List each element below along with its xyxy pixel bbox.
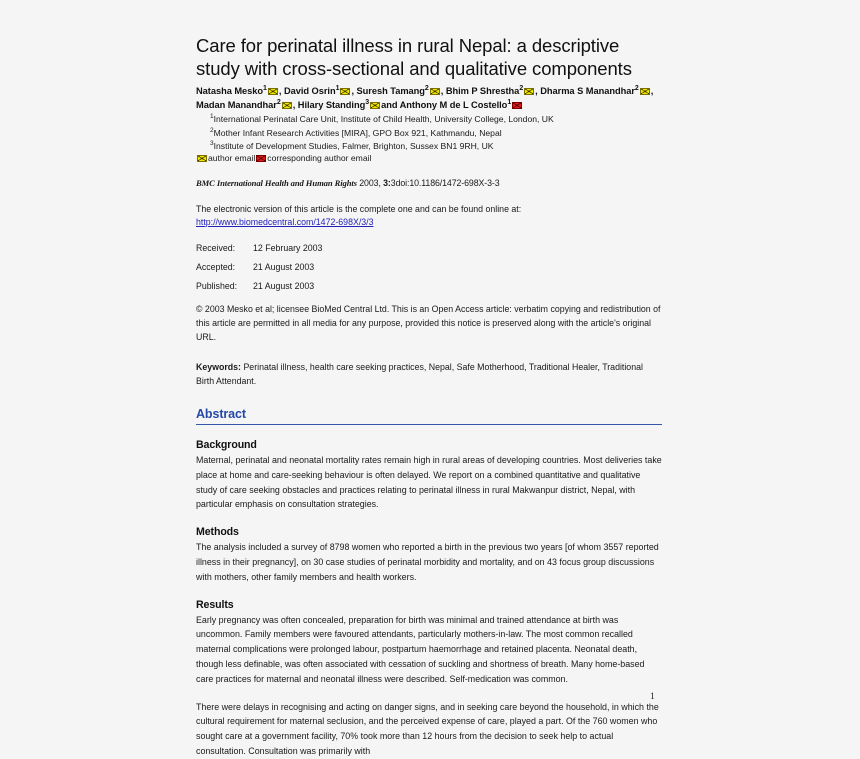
copyright-notice: © 2003 Mesko et al; licensee BioMed Central Ltd. This is an Open Access article: verbatim copying and redistribution of this article are permitted in all media for any purpose, provided this notice is preserved along with the article's original URL. [196, 304, 661, 342]
keywords-block [196, 361, 662, 388]
section-paragraph: There were delays in recognising and acting on danger signs, and in seeking care beyond the household, in which the cultural requirement for maternal seclusion, and the perceived expense of care, played a part. Of the 760 women who sought care at a government facility, 70% took more than 12 hours from the decision to seek help to actual consultation. Consultation was primarily with [196, 701, 659, 756]
online-note-text: The electronic version of this article is the complete one and can be found online at: [196, 203, 522, 214]
section-heading: Background [196, 439, 257, 452]
author-affiliation-ref-3: 2 [424, 84, 429, 92]
date-label: Received: [196, 243, 236, 254]
journal-name: BMC International Health and Human Rights [196, 177, 357, 188]
affiliation-1 [196, 112, 662, 125]
publication-dates [196, 243, 662, 291]
author-affiliation-ref-6: 2 [276, 98, 281, 106]
affiliation-3 [196, 139, 662, 152]
citation-issue: 3 [390, 177, 396, 188]
citation-volume: 3: [383, 177, 391, 188]
date-value: 12 February 2003 [253, 243, 323, 254]
keywords-label: Keywords: [196, 361, 241, 372]
date-value: 21 August 2003 [253, 262, 315, 273]
author-affiliation-ref-7: 3 [365, 98, 370, 106]
affiliation-text: International Perinatal Care Unit, Institute of Child Health, University College, London, UK [213, 114, 554, 125]
article-content [196, 34, 662, 759]
author-affiliation-ref-2: 1 [335, 84, 340, 92]
page-title: Care for perinatal illness in rural Nepal: a descriptive study with cross-sectional and qualitative components [196, 35, 632, 80]
article-url-link[interactable]: http://www.biomedcentral.com/1472-698X/3/3 [196, 217, 374, 228]
abstract-section-background [196, 439, 662, 512]
corresponding-email-envelope-icon[interactable] [512, 102, 522, 109]
author-name-6: , Madan Manandhar [196, 85, 654, 110]
section-paragraph: Early pregnancy was often concealed, preparation for birth was minimal and trained attendance at birth was uncommon. Family members were favoured attendants, particularly mothers-in-law. The most common recalled maternal complications were prolonged labour, postpartum haemorrhage and retained placenta. Neonatal death, though less definable, was often associated with cessation of suckling and shortness of breath. Many home-based care practices for maternal and neonatal illness were described. Self-medication was common. [196, 614, 645, 684]
date-row-accepted [196, 262, 662, 272]
author-name-7: , Hilary Standing [292, 99, 366, 110]
email-legend-corresponding: corresponding author email [267, 152, 372, 163]
online-version-note [196, 203, 662, 229]
email-legend [196, 152, 662, 164]
author-list [196, 84, 662, 112]
email-envelope-icon[interactable] [268, 88, 278, 95]
date-label: Accepted: [196, 262, 236, 273]
affiliation-marker: 1 [210, 113, 214, 121]
email-envelope-icon[interactable] [340, 88, 350, 95]
date-row-published [196, 281, 662, 291]
affiliation-text: Institute of Development Studies, Falmer, Brighton, Sussex BN1 9RH, UK [213, 140, 494, 151]
email-envelope-icon[interactable] [640, 88, 650, 95]
section-paragraph: The analysis included a survey of 8798 women who reported a birth in the previous two years [of whom 3557 reported illness in their pregnancy], on 30 case studies of perinatal morbidity and mortality, and on 43 focus group discussions with mothers, other family members and health workers. [196, 542, 659, 582]
citation-year: 2003 [359, 177, 379, 188]
journal-citation: BMC International Health and Human Rights 2003, 3:3doi:10.1186/1472-698X-3-3 [196, 177, 500, 188]
date-row-received [196, 243, 662, 253]
email-legend-author: author email [208, 152, 256, 163]
email-envelope-icon[interactable] [370, 102, 380, 109]
citation-doi: doi:10.1186/1472-698X-3-3 [395, 177, 500, 188]
author-name-5: , Dharma S Manandhar [535, 85, 635, 96]
author-name-4: , Bhim P Shrestha [440, 85, 520, 96]
email-envelope-icon[interactable] [282, 102, 292, 109]
date-label: Published: [196, 281, 238, 292]
keywords-value: Perinatal illness, health care seeking practices, Nepal, Safe Motherhood, Traditional Healer, Traditional Birth Attendant. [196, 361, 643, 386]
author-affiliation-ref-4: 2 [519, 84, 524, 92]
author-name-3: , Suresh Tamang [351, 85, 425, 96]
author-name-8: and Anthony M de L Costello [381, 99, 508, 110]
page-number: 1 [650, 692, 655, 702]
abstract-section-methods [196, 526, 662, 584]
section-heading: Methods [196, 526, 239, 539]
author-name-2: , David Osrin [278, 85, 336, 96]
email-envelope-icon[interactable] [430, 88, 440, 95]
author-affiliation-ref-1: 1 [263, 84, 267, 92]
abstract-heading: Abstract [196, 407, 662, 425]
abstract-section-results [196, 599, 662, 759]
section-paragraph: Maternal, perinatal and neonatal mortality rates remain high in rural areas of developing countries. Most deliveries take place at home and care-seeking behaviour is often delayed. We report on a combined quantitative and qualitative study of care seeking obstacles and practices relating to perinatal illness in rural Makwanpur district, Nepal, with particular emphasis on consultation strategies. [196, 455, 662, 510]
affiliation-2 [196, 126, 662, 139]
email-envelope-icon[interactable] [524, 88, 534, 95]
date-value: 21 August 2003 [253, 281, 315, 292]
author-affiliation-ref-5: 2 [634, 84, 639, 92]
affiliation-text: Mother Infant Research Activities [MIRA], GPO Box 921, Kathmandu, Nepal [213, 127, 502, 138]
affiliation-marker: 3 [210, 139, 214, 147]
affiliation-marker: 2 [210, 126, 214, 134]
corresponding-email-envelope-icon [256, 155, 266, 162]
author-name-1: Natasha Mesko [196, 85, 264, 96]
email-envelope-icon [197, 155, 207, 162]
section-heading: Results [196, 598, 234, 611]
author-affiliation-ref-8: 1 [507, 98, 512, 106]
